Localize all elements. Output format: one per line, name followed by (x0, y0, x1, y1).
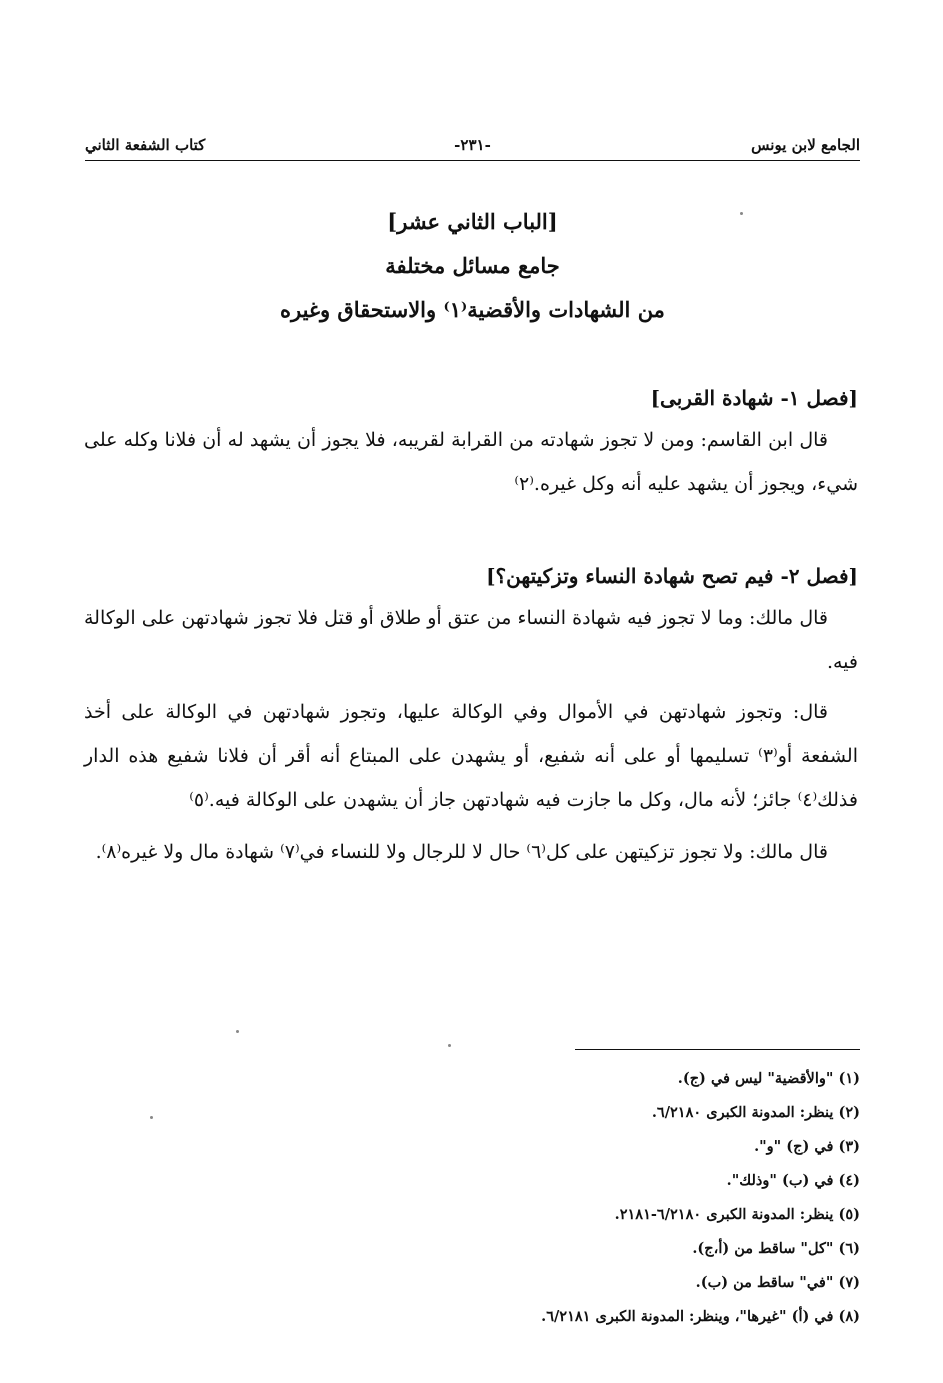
chapter-subtitle-2: من الشهادات والأقضية⁽١⁾ والاستحقاق وغيره (280, 297, 665, 322)
footnote-rule (575, 1049, 860, 1050)
header-rule (85, 160, 860, 161)
book-title: الجامع لابن يونس (751, 136, 860, 154)
chapter-subtitle: جامع مسائل مختلفة (385, 253, 560, 278)
section-heading: [فصل ١- شهادة القربى] (650, 386, 858, 410)
scan-speck (236, 1030, 239, 1033)
paragraph: قال ابن القاسم: ومن لا تجوز شهادته من القرابة لقريبه، فلا يجوز أن يشهد له أن فلانا وكله على شيء، ويجوز أن يشهد عليه أنه وكل غيره.⁽٢⁾ (84, 429, 858, 495)
scan-speck (740, 212, 743, 215)
section-2 (84, 556, 858, 874)
section-title: كتاب الشفعة الثاني (85, 136, 206, 154)
footnotes (300, 1062, 860, 1334)
scan-speck (448, 1044, 451, 1047)
footnote: (٣) في (ج) "و". (754, 1138, 860, 1155)
footnote: (٤) في (ب) "وذلك". (726, 1172, 860, 1189)
paragraph: قال مالك: وما لا تجوز فيه شهادة النساء من عتق أو طلاق أو قتل فلا تجوز شهادتهن على الوكالة فيه. (84, 607, 858, 673)
section-1 (84, 378, 858, 506)
chapter-title: [الباب الثاني عشر] (387, 209, 558, 234)
scan-speck (150, 1116, 153, 1119)
footnote: (٢) ينظر: المدونة الكبرى ٦/٢١٨٠. (651, 1104, 860, 1121)
page-number: -٢٣١- (454, 136, 491, 154)
footnote: (١) "والأقضية" ليس في (ج). (677, 1070, 860, 1087)
paragraph: قال مالك: ولا تجوز تزكيتهن على كل⁽٦⁾ حال لا للرجال ولا للنساء في⁽٧⁾ شهادة مال ولا غيره⁽٨⁾. (95, 841, 828, 863)
footnote: (٧) "في" ساقط من (ب). (695, 1274, 860, 1291)
footnote: (٥) ينظر: المدونة الكبرى ٦/٢١٨٠-٢١٨١. (614, 1206, 860, 1223)
footnote: (٦) "كل" ساقط من (أ،ج). (692, 1240, 860, 1257)
footnote: (٨) في (أ) "غيرها"، وينظر: المدونة الكبرى ٦/٢١٨١. (541, 1308, 860, 1325)
paragraph: قال: وتجوز شهادتهن في الأموال وفي الوكالة عليها، وتجوز شهادتهن في الوكالة على أخذ الشفعة أو⁽٣⁾ تسليمها أو على أنه شفيع، أو يشهدن على المبتاع أنه أقر أن فلانا شفيع هذه الدار فذلك⁽٤⁾ جائز؛ لأنه مال، وكل ما جازت فيه شهادتهن جاز أن يشهدن على الوكالة فيه.⁽٥⁾ (84, 701, 858, 811)
chapter-titles (120, 200, 825, 332)
section-heading: [فصل ٢- فيم تصح شهادة النساء وتزكيتهن؟] (486, 564, 858, 588)
